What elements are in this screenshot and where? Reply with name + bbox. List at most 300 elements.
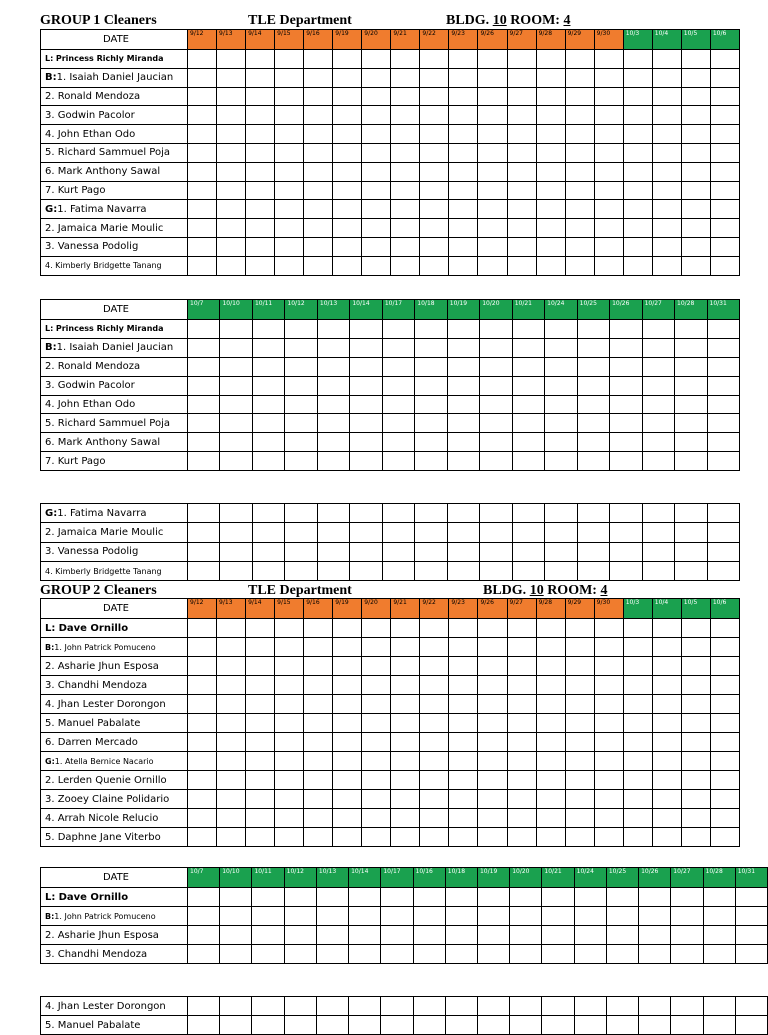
member-name	[41, 752, 188, 771]
checkbox-cell	[565, 828, 594, 847]
checkbox-cell	[188, 395, 220, 414]
checkbox-cell	[606, 926, 638, 945]
checkbox-cell	[188, 790, 217, 809]
date-cell: 9/23	[449, 599, 478, 619]
checkbox-cell	[275, 256, 304, 275]
checkbox-cell	[252, 504, 284, 523]
checkbox-cell	[477, 1016, 509, 1035]
checkbox-cell	[449, 87, 478, 106]
checkbox-cell	[565, 68, 594, 87]
checkbox-cell	[316, 926, 348, 945]
checkbox-cell	[545, 542, 577, 561]
checkbox-cell	[594, 790, 623, 809]
member-name-text: 5. Richard Sammuel Poja	[45, 147, 170, 159]
checkbox-cell	[610, 561, 642, 580]
checkbox-cell	[362, 771, 391, 790]
checkbox-cell	[316, 907, 348, 926]
date-cell: 10/25	[577, 300, 609, 320]
checkbox-cell	[284, 907, 316, 926]
date-cell: 9/28	[536, 599, 565, 619]
group1-department: TLE Department	[248, 13, 352, 28]
checkbox-cell	[252, 523, 284, 542]
checkbox-cell	[623, 87, 652, 106]
checkbox-cell	[610, 414, 642, 433]
checkbox-cell	[577, 376, 609, 395]
checkbox-cell	[545, 504, 577, 523]
checkbox-cell	[652, 657, 681, 676]
leader-name: Dave Ornillo	[58, 622, 129, 634]
checkbox-cell	[507, 752, 536, 771]
checkbox-cell	[217, 676, 246, 695]
checkbox-cell	[447, 433, 479, 452]
checkbox-cell	[420, 106, 449, 125]
member-name	[41, 657, 188, 676]
group1-girls-table-b	[40, 503, 740, 581]
date-cell: 9/16	[304, 599, 333, 619]
checkbox-cell	[391, 790, 420, 809]
checkbox-cell	[681, 237, 710, 256]
checkbox-cell	[671, 888, 703, 907]
date-cell: 10/31	[735, 868, 767, 888]
checkbox-cell	[252, 945, 284, 964]
checkbox-cell	[275, 695, 304, 714]
date-cell: 9/21	[391, 599, 420, 619]
checkbox-cell	[252, 376, 284, 395]
checkbox-cell	[252, 452, 284, 471]
checkbox-cell	[681, 638, 710, 657]
checkbox-cell	[652, 733, 681, 752]
date-cell: 9/14	[246, 599, 275, 619]
date-header-label: DATE	[41, 868, 188, 888]
date-header-label: DATE	[41, 599, 188, 619]
checkbox-cell	[623, 200, 652, 219]
role-prefix: B:	[45, 911, 55, 921]
checkbox-cell	[415, 523, 447, 542]
checkbox-cell	[577, 414, 609, 433]
roster-row	[41, 888, 768, 907]
checkbox-cell	[420, 638, 449, 657]
roster-row	[41, 219, 740, 238]
checkbox-cell	[381, 926, 413, 945]
checkbox-cell	[349, 907, 381, 926]
checkbox-cell	[565, 162, 594, 181]
checkbox-cell	[652, 714, 681, 733]
checkbox-cell	[610, 338, 642, 357]
member-name	[41, 790, 188, 809]
group1-header	[40, 13, 740, 29]
checkbox-cell	[217, 828, 246, 847]
checkbox-cell	[594, 676, 623, 695]
checkbox-cell	[574, 888, 606, 907]
checkbox-cell	[574, 926, 606, 945]
checkbox-cell	[478, 256, 507, 275]
roster-row	[41, 523, 740, 542]
checkbox-cell	[217, 125, 246, 144]
checkbox-cell	[285, 504, 317, 523]
checkbox-cell	[275, 828, 304, 847]
checkbox-cell	[536, 771, 565, 790]
member-name	[41, 338, 188, 357]
date-cell: 9/13	[217, 599, 246, 619]
checkbox-cell	[710, 50, 739, 69]
checkbox-cell	[420, 181, 449, 200]
checkbox-cell	[415, 504, 447, 523]
checkbox-cell	[246, 68, 275, 87]
checkbox-cell	[681, 50, 710, 69]
checkbox-cell	[317, 338, 349, 357]
checkbox-cell	[507, 695, 536, 714]
checkbox-cell	[707, 504, 740, 523]
checkbox-cell	[671, 1016, 703, 1035]
checkbox-cell	[252, 926, 284, 945]
date-cell: 9/28	[536, 30, 565, 50]
member-name	[41, 945, 188, 964]
checkbox-cell	[188, 888, 220, 907]
checkbox-cell	[246, 714, 275, 733]
member-name-text: 4. Jhan Lester Dorongon	[45, 698, 166, 710]
checkbox-cell	[675, 542, 707, 561]
member-name-text: 2. Ronald Mendoza	[45, 90, 141, 102]
checkbox-cell	[304, 50, 333, 69]
checkbox-cell	[415, 376, 447, 395]
checkbox-cell	[304, 237, 333, 256]
checkbox-cell	[382, 338, 414, 357]
checkbox-cell	[542, 888, 574, 907]
checkbox-cell	[275, 106, 304, 125]
checkbox-cell	[415, 433, 447, 452]
checkbox-cell	[362, 714, 391, 733]
room-label: ROOM:	[547, 583, 597, 598]
checkbox-cell	[623, 809, 652, 828]
checkbox-cell	[681, 695, 710, 714]
checkbox-cell	[507, 50, 536, 69]
checkbox-cell	[507, 771, 536, 790]
checkbox-cell	[449, 256, 478, 275]
checkbox-cell	[349, 1016, 381, 1035]
checkbox-cell	[275, 809, 304, 828]
checkbox-cell	[642, 433, 674, 452]
checkbox-cell	[652, 162, 681, 181]
checkbox-cell	[542, 926, 574, 945]
checkbox-cell	[478, 809, 507, 828]
checkbox-cell	[639, 997, 671, 1016]
checkbox-cell	[565, 200, 594, 219]
checkbox-cell	[188, 162, 217, 181]
group2-attendance-table-b	[40, 867, 768, 964]
checkbox-cell	[382, 320, 414, 339]
checkbox-cell	[577, 452, 609, 471]
checkbox-cell	[391, 771, 420, 790]
checkbox-cell	[507, 256, 536, 275]
checkbox-cell	[545, 395, 577, 414]
member-name-text: 6. Darren Mercado	[45, 736, 138, 748]
checkbox-cell	[507, 162, 536, 181]
checkbox-cell	[275, 714, 304, 733]
checkbox-cell	[413, 907, 445, 926]
roster-row	[41, 256, 740, 275]
date-header-row	[41, 300, 740, 320]
checkbox-cell	[415, 395, 447, 414]
checkbox-cell	[480, 542, 512, 561]
checkbox-cell	[610, 523, 642, 542]
checkbox-cell	[188, 1016, 220, 1035]
checkbox-cell	[217, 106, 246, 125]
date-cell: 9/27	[507, 30, 536, 50]
checkbox-cell	[362, 733, 391, 752]
checkbox-cell	[681, 256, 710, 275]
checkbox-cell	[478, 50, 507, 69]
checkbox-cell	[642, 561, 674, 580]
date-cell: 9/12	[188, 599, 217, 619]
checkbox-cell	[652, 219, 681, 238]
checkbox-cell	[703, 997, 735, 1016]
date-cell: 10/3	[623, 30, 652, 50]
checkbox-cell	[188, 619, 217, 638]
checkbox-cell	[536, 87, 565, 106]
checkbox-cell	[304, 619, 333, 638]
checkbox-cell	[220, 376, 252, 395]
member-name-text: 3. Vanessa Podolig	[45, 546, 139, 558]
checkbox-cell	[391, 237, 420, 256]
member-name-text: 2. Jamaica Marie Moulic	[45, 222, 164, 234]
date-cell: 9/14	[246, 30, 275, 50]
checkbox-cell	[577, 523, 609, 542]
checkbox-cell	[536, 657, 565, 676]
checkbox-cell	[536, 181, 565, 200]
checkbox-cell	[652, 638, 681, 657]
checkbox-cell	[382, 395, 414, 414]
checkbox-cell	[188, 219, 217, 238]
checkbox-cell	[703, 926, 735, 945]
checkbox-cell	[594, 125, 623, 144]
checkbox-cell	[610, 320, 642, 339]
roster-row	[41, 907, 768, 926]
checkbox-cell	[536, 256, 565, 275]
member-name-text: 3. Zooey Claine Polidario	[45, 793, 170, 805]
checkbox-cell	[594, 733, 623, 752]
date-cell: 10/21	[542, 868, 574, 888]
checkbox-cell	[681, 790, 710, 809]
member-name-text: 2. Lerden Quenie Ornillo	[45, 774, 167, 786]
checkbox-cell	[304, 733, 333, 752]
checkbox-cell	[381, 1016, 413, 1035]
checkbox-cell	[391, 143, 420, 162]
checkbox-cell	[594, 619, 623, 638]
checkbox-cell	[545, 338, 577, 357]
checkbox-cell	[507, 638, 536, 657]
checkbox-cell	[246, 638, 275, 657]
checkbox-cell	[512, 414, 544, 433]
member-name	[41, 68, 188, 87]
checkbox-cell	[681, 162, 710, 181]
member-name-text: 3. Vanessa Podolig	[45, 241, 139, 253]
checkbox-cell	[545, 414, 577, 433]
checkbox-cell	[545, 376, 577, 395]
checkbox-cell	[252, 907, 284, 926]
checkbox-cell	[707, 561, 740, 580]
checkbox-cell	[220, 357, 252, 376]
member-name	[41, 1016, 188, 1035]
checkbox-cell	[220, 926, 252, 945]
checkbox-cell	[445, 997, 477, 1016]
member-name-text: 4. Jhan Lester Dorongon	[45, 1000, 166, 1012]
checkbox-cell	[350, 395, 382, 414]
date-cell: 10/11	[252, 300, 284, 320]
checkbox-cell	[478, 68, 507, 87]
checkbox-cell	[480, 561, 512, 580]
checkbox-cell	[284, 1016, 316, 1035]
checkbox-cell	[362, 181, 391, 200]
checkbox-cell	[304, 87, 333, 106]
checkbox-cell	[642, 320, 674, 339]
date-cell: 9/15	[275, 599, 304, 619]
checkbox-cell	[606, 907, 638, 926]
checkbox-cell	[217, 714, 246, 733]
checkbox-cell	[391, 828, 420, 847]
group1-attendance-table-b	[40, 299, 740, 471]
checkbox-cell	[478, 219, 507, 238]
checkbox-cell	[507, 619, 536, 638]
checkbox-cell	[536, 106, 565, 125]
checkbox-cell	[594, 638, 623, 657]
checkbox-cell	[545, 523, 577, 542]
checkbox-cell	[577, 320, 609, 339]
checkbox-cell	[478, 237, 507, 256]
date-cell: 10/28	[703, 868, 735, 888]
checkbox-cell	[735, 945, 767, 964]
date-cell: 10/12	[284, 868, 316, 888]
date-cell: 10/21	[512, 300, 544, 320]
member-name-text: 3. Godwin Pacolor	[45, 380, 135, 392]
checkbox-cell	[710, 790, 739, 809]
checkbox-cell	[333, 828, 362, 847]
member-name-text: 1. Isaiah Daniel Jaucian	[56, 342, 174, 354]
checkbox-cell	[480, 395, 512, 414]
checkbox-cell	[507, 237, 536, 256]
checkbox-cell	[478, 200, 507, 219]
roster-row	[41, 357, 740, 376]
checkbox-cell	[480, 376, 512, 395]
checkbox-cell	[275, 733, 304, 752]
checkbox-cell	[545, 452, 577, 471]
room-number: 4	[600, 583, 608, 598]
checkbox-cell	[477, 997, 509, 1016]
checkbox-cell	[420, 219, 449, 238]
checkbox-cell	[710, 143, 739, 162]
checkbox-cell	[478, 143, 507, 162]
checkbox-cell	[642, 414, 674, 433]
checkbox-cell	[536, 828, 565, 847]
roster-row	[41, 752, 740, 771]
checkbox-cell	[391, 50, 420, 69]
checkbox-cell	[710, 200, 739, 219]
checkbox-cell	[362, 619, 391, 638]
checkbox-cell	[565, 181, 594, 200]
checkbox-cell	[420, 237, 449, 256]
checkbox-cell	[710, 619, 739, 638]
checkbox-cell	[710, 68, 739, 87]
checkbox-cell	[710, 181, 739, 200]
checkbox-cell	[565, 50, 594, 69]
checkbox-cell	[478, 733, 507, 752]
date-cell: 9/12	[188, 30, 217, 50]
checkbox-cell	[703, 907, 735, 926]
checkbox-cell	[391, 256, 420, 275]
member-name-text: 7. Kurt Pago	[45, 184, 106, 196]
checkbox-cell	[188, 945, 220, 964]
checkbox-cell	[382, 414, 414, 433]
checkbox-cell	[675, 452, 707, 471]
checkbox-cell	[652, 676, 681, 695]
checkbox-cell	[642, 357, 674, 376]
checkbox-cell	[420, 733, 449, 752]
date-header-row	[41, 30, 740, 50]
checkbox-cell	[188, 357, 220, 376]
date-cell: 10/16	[413, 868, 445, 888]
checkbox-cell	[246, 676, 275, 695]
checkbox-cell	[445, 907, 477, 926]
checkbox-cell	[217, 809, 246, 828]
checkbox-cell	[304, 809, 333, 828]
checkbox-cell	[188, 256, 217, 275]
checkbox-cell	[246, 771, 275, 790]
checkbox-cell	[285, 357, 317, 376]
date-cell: 10/5	[681, 30, 710, 50]
checkbox-cell	[449, 143, 478, 162]
checkbox-cell	[246, 50, 275, 69]
checkbox-cell	[536, 68, 565, 87]
checkbox-cell	[317, 523, 349, 542]
member-name	[41, 997, 188, 1016]
checkbox-cell	[449, 200, 478, 219]
member-name	[41, 561, 188, 580]
roster-row	[41, 657, 740, 676]
checkbox-cell	[449, 181, 478, 200]
group2-title: GROUP 2 Cleaners	[40, 583, 157, 598]
checkbox-cell	[449, 619, 478, 638]
checkbox-cell	[510, 926, 542, 945]
checkbox-cell	[510, 888, 542, 907]
checkbox-cell	[285, 376, 317, 395]
checkbox-cell	[381, 945, 413, 964]
roster-row	[41, 619, 740, 638]
checkbox-cell	[349, 997, 381, 1016]
member-name-text: 1. Atella Bernice Nacario	[54, 756, 154, 766]
checkbox-cell	[188, 828, 217, 847]
checkbox-cell	[594, 219, 623, 238]
checkbox-cell	[220, 997, 252, 1016]
checkbox-cell	[623, 50, 652, 69]
member-name-text: 2. Asharie Jhun Esposa	[45, 929, 159, 941]
bldg-label: BLDG.	[446, 13, 490, 28]
date-cell: 10/31	[707, 300, 740, 320]
date-cell: 10/17	[382, 300, 414, 320]
checkbox-cell	[317, 395, 349, 414]
checkbox-cell	[681, 714, 710, 733]
checkbox-cell	[542, 1016, 574, 1035]
member-name-text: 2. Jamaica Marie Moulic	[45, 526, 164, 538]
checkbox-cell	[275, 68, 304, 87]
checkbox-cell	[333, 106, 362, 125]
checkbox-cell	[577, 433, 609, 452]
bldg-label: BLDG.	[483, 583, 527, 598]
checkbox-cell	[362, 200, 391, 219]
checkbox-cell	[362, 695, 391, 714]
checkbox-cell	[304, 143, 333, 162]
checkbox-cell	[652, 200, 681, 219]
checkbox-cell	[681, 106, 710, 125]
checkbox-cell	[512, 504, 544, 523]
